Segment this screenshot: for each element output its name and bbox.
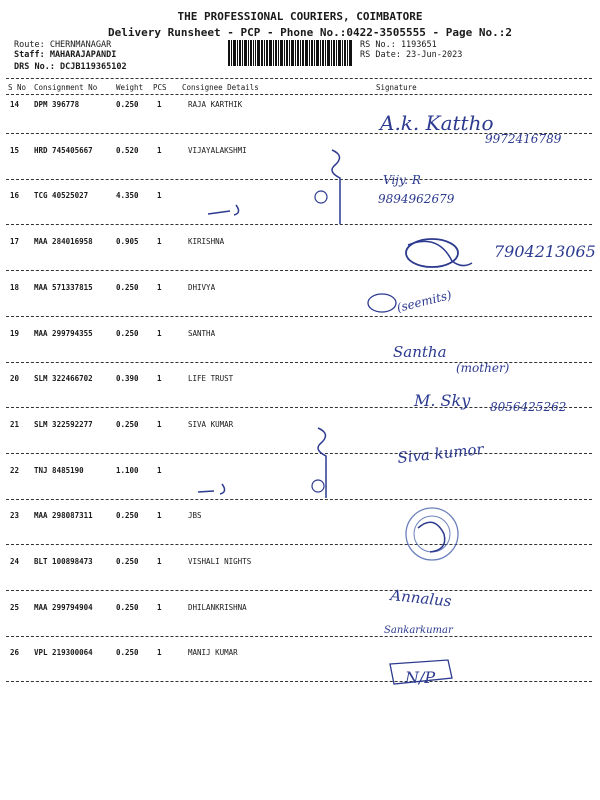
row-consignment-no: MAA 298087311 [34, 511, 93, 520]
row-consignment-no: DPM 396778 [34, 100, 80, 109]
sig-25: Sankarkumar [384, 625, 453, 636]
row-weight: 0.905 [116, 237, 139, 246]
sig-17-phone: 7904213065 [494, 242, 596, 261]
runsheet-subtitle: Delivery Runsheet - PCP - Phone No.:0422-3505555 - Page No.:2 [108, 26, 512, 39]
row-consignment-no: MAA 299794355 [34, 329, 93, 338]
row-consignment-no: TCG 40525027 [34, 191, 89, 200]
row-divider [6, 224, 592, 225]
sig-16-circle [315, 191, 327, 203]
sig-23-scribble [418, 522, 445, 552]
row-divider [6, 179, 592, 180]
col-signature: Signature [376, 83, 417, 92]
sig-21-bracket [318, 428, 326, 498]
staff-label: Staff: MAHARAJAPANDI [14, 50, 117, 60]
row-divider [6, 544, 592, 545]
row-consignment-no: VPL 219300064 [34, 648, 93, 657]
row-weight: 0.250 [116, 283, 139, 292]
header-rule-bottom [6, 94, 592, 95]
row-consignment-no: MAA 299794904 [34, 603, 93, 612]
drs-number: DRS No.: DCJB119365102 [14, 62, 127, 72]
col-consignment: Consignment No [34, 83, 98, 92]
header-rule [6, 78, 592, 79]
row-pcs: 1 [157, 237, 162, 246]
row-consignment-no: MAA 284016958 [34, 237, 93, 246]
row-sno: 24 [10, 557, 20, 566]
row-consignee: VISHALI NIGHTS [188, 557, 252, 566]
row-divider [6, 681, 592, 682]
sig-22-circle [312, 480, 324, 492]
row-divider [6, 270, 592, 271]
row-divider [6, 362, 592, 363]
route-label: Route: CHERNMANAGAR [14, 40, 112, 50]
row-sno: 22 [10, 466, 20, 475]
row-weight: 1.100 [116, 466, 139, 475]
runsheet-title: THE PROFESSIONAL COURIERS, COIMBATORE [177, 10, 423, 23]
row-consignment-no: MAA 571337815 [34, 283, 93, 292]
row-sno: 23 [10, 511, 20, 520]
row-sno: 17 [10, 237, 20, 246]
row-sno: 18 [10, 283, 20, 292]
row-pcs: 1 [157, 191, 162, 200]
col-consignee: Consignee Details [182, 83, 259, 92]
sig-24: Annalus [389, 586, 453, 611]
row-divider [6, 407, 592, 408]
stamp-seal-icon [406, 508, 458, 560]
row-consignment-no: BLT 100898473 [34, 557, 93, 566]
row-consignee: SANTHA [188, 329, 216, 338]
rs-date: RS Date: 23-Jun-2023 [360, 50, 463, 60]
row-divider [6, 133, 592, 134]
row-weight: 0.250 [116, 557, 139, 566]
row-weight: 0.250 [116, 329, 139, 338]
row-weight: 0.250 [116, 603, 139, 612]
row-consignee: JBS [188, 511, 202, 520]
sig-19: Santha [393, 343, 447, 361]
row-pcs: 1 [157, 146, 162, 155]
row-sno: 26 [10, 648, 20, 657]
row-divider [6, 499, 592, 500]
row-pcs: 1 [157, 374, 162, 383]
row-sno: 15 [10, 146, 20, 155]
sig-22-mark [198, 484, 225, 494]
row-sno: 19 [10, 329, 20, 338]
row-consignment-no: SLM 322592277 [34, 420, 93, 429]
sig-17-stroke [408, 241, 472, 265]
sig-14: A.k. Kattho [380, 111, 494, 135]
row-consignment-no: SLM 322466702 [34, 374, 93, 383]
row-pcs: 1 [157, 557, 162, 566]
row-consignee: KIRISHNA [188, 237, 225, 246]
row-consignment-no: TNJ 8485190 [34, 466, 84, 475]
sig-15: Vijy. R [383, 173, 421, 187]
row-consignee: VIJAYALAKSHMI [188, 146, 247, 155]
sig-16-mark [208, 205, 239, 215]
row-weight: 0.390 [116, 374, 139, 383]
rs-number: RS No.: 1193651 [360, 40, 437, 50]
row-divider [6, 316, 592, 317]
row-pcs: 1 [157, 511, 162, 520]
row-sno: 21 [10, 420, 20, 429]
row-sno: 16 [10, 191, 20, 200]
row-weight: 4.350 [116, 191, 139, 200]
row-pcs: 1 [157, 283, 162, 292]
row-divider [6, 453, 592, 454]
row-consignment-no: HRD 745405667 [34, 146, 93, 155]
col-weight: Weight [116, 83, 144, 92]
sig-20-phone: 8056425262 [490, 400, 567, 414]
col-sno: S No [8, 83, 27, 92]
barcode-icon [228, 40, 352, 66]
row-pcs: 1 [157, 648, 162, 657]
row-pcs: 1 [157, 466, 162, 475]
row-consignee: RAJA KARTHIK [188, 100, 243, 109]
row-pcs: 1 [157, 420, 162, 429]
sig-21: Siva kumor [396, 440, 485, 467]
sig-15-phone: 9894962679 [378, 192, 455, 206]
sig-15-bracket [332, 150, 340, 224]
sig-19-note: (mother) [456, 361, 510, 375]
sig-26: N/P [405, 668, 436, 687]
row-divider [6, 636, 592, 637]
row-weight: 0.250 [116, 100, 139, 109]
row-weight: 0.250 [116, 420, 139, 429]
row-pcs: 1 [157, 603, 162, 612]
sig-14-phone: 9972416789 [485, 132, 562, 146]
row-weight: 0.250 [116, 511, 139, 520]
sig-17-scribble [406, 239, 458, 267]
stamp-inner-ring [414, 516, 450, 552]
row-sno: 20 [10, 374, 20, 383]
row-weight: 0.250 [116, 648, 139, 657]
row-consignee: LIFE TRUST [188, 374, 234, 383]
row-divider [6, 590, 592, 591]
col-pcs: PCS [153, 83, 167, 92]
row-pcs: 1 [157, 100, 162, 109]
row-pcs: 1 [157, 329, 162, 338]
sig-20: M. Sky [414, 391, 471, 410]
sig-18: (seemits) [395, 287, 453, 315]
row-consignee: DHIVYA [188, 283, 216, 292]
row-consignee: SIVA KUMAR [188, 420, 234, 429]
row-consignee: DHILANKRISHNA [188, 603, 247, 612]
row-weight: 0.520 [116, 146, 139, 155]
sig-18-scribble [368, 294, 396, 312]
row-sno: 25 [10, 603, 20, 612]
row-consignee: MANIJ KUMAR [188, 648, 238, 657]
row-sno: 14 [10, 100, 20, 109]
